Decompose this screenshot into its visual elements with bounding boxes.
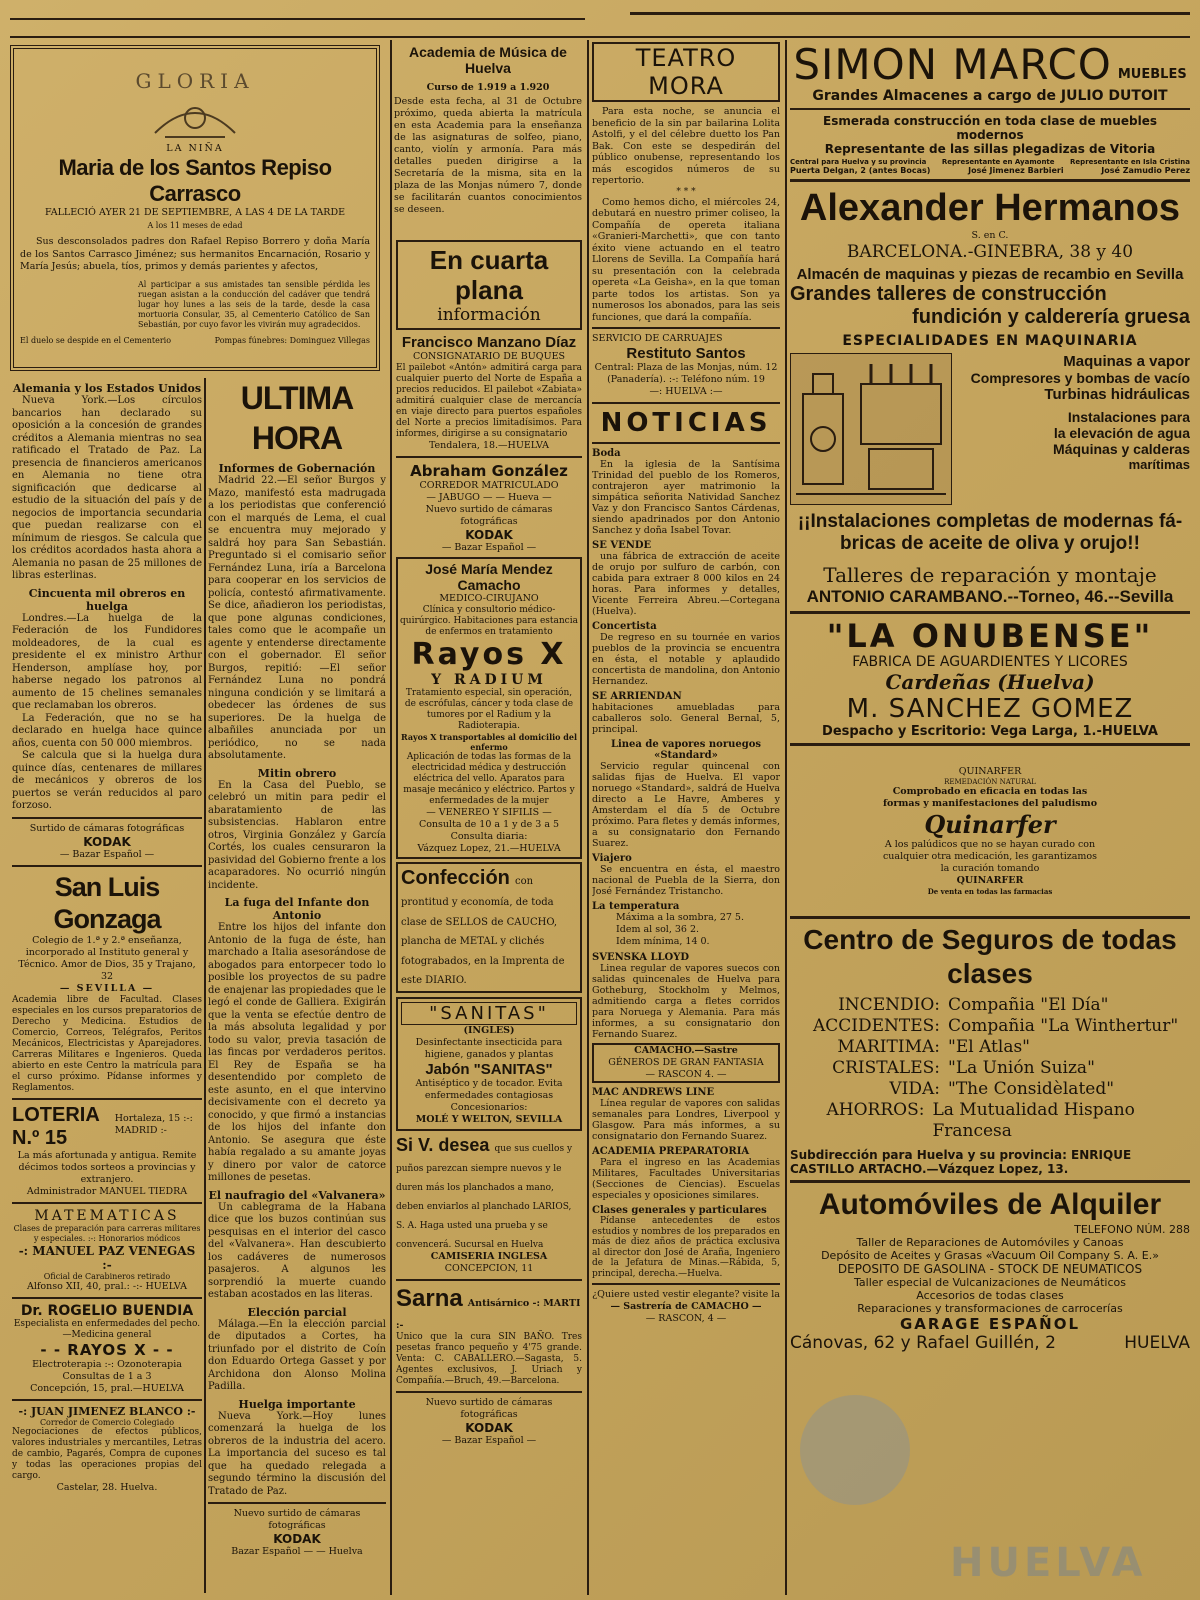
- kodak-ad-line1: Surtido de cámaras fotográficas: [29, 822, 185, 834]
- naufragio-heading: El naufragio del «Valvanera»: [208, 1188, 386, 1202]
- buendia-title: Dr. ROGELIO BUENDIA: [20, 1302, 194, 1319]
- simon-text-1: Esmerada construcción en toda clase de muebles modernos: [823, 114, 1157, 142]
- simon-addr-1: Central para Huelva y su provincia: [790, 158, 927, 166]
- simon-street: Puerta Delgan, 2 (antes Bocas): [790, 166, 931, 175]
- machinery-illustration: [790, 353, 952, 505]
- teatro-title: TEATRO MORA: [592, 42, 780, 102]
- gonzaga-title: San Luis Gonzaga: [53, 871, 161, 934]
- buendia-address: Concepción, 15, pral.—HUELVA: [30, 1382, 184, 1394]
- vapores-text: Servicio regular quincenal con salidas fijas de Huelva. El vapor noruego «Standard», saldrá de Huelva directo a Le Havre, Amberes y Amsterdam el día 5 de Octubre próximo. Para fletes y demás informes, a su consignatario don Fernando Suarez.: [592, 761, 780, 849]
- seguros-row-key: VIDA:: [889, 1079, 940, 1099]
- alex-taller: Talleres de reparación y montaje: [823, 563, 1157, 587]
- academia-course: Curso de 1.919 a 1.920: [426, 82, 550, 93]
- sarna-title: Sarna: [396, 1284, 463, 1312]
- auto-address: Cánovas, 62 y Rafael Guillén, 2: [790, 1333, 1056, 1353]
- rayos-diario: Consulta diaria:: [450, 831, 528, 842]
- kodak4-line1: Nuevo surtido de cámaras fotográficas: [425, 1396, 553, 1420]
- obituary-family: Sus desconsolados padres don Rafael Repiso Borrero y doña María de los Santos Carrasco Jiménez; sus hermanitos Encarnación, Rosario y María Jesús; abuela, tíos, primos y demás parientes y afectos,: [20, 236, 370, 272]
- seguros-row: [790, 1100, 1190, 1142]
- viajero-heading: Viajero: [592, 853, 632, 864]
- academia-title: Academia de Música de Huelva: [409, 44, 567, 76]
- naufragio-text: Un cablegrama de la Habana dice que los buzos continúan sus pesquisas en el interior del casco del «Valvanera». Han descubierto los cadáveres de numerosos pasajeros. A algunos les sorprendió la muerte cuando estaban acostados en las literas.: [208, 1201, 386, 1300]
- informes-text: Madrid 22.—El señor Burgos y Mazo, manifestó esta madrugada a los periodistas que conferenció con el marqués de Lema, el cual se encuentra muy mejorado y saldrá hoy para San Sebastián. Preguntado si el comisario señor Fernández Luna, iría a Barcelona para cooperar en los servicios de policía, contestó afirmativamente. Se dice, añadieron los periodistas, que pone algunas condiciones, tales como que le acompañe un agente y entenderse directamente con el gobernador. El señor Burgos, repitió: —El señor Fernández Luna no pondrá ninguna condición y se limitará a obedecer las órdenes de sus superiores. De la huelga de albañiles anunciada por un periódico, no se nada absolutamente.: [208, 475, 386, 761]
- carruajes-city: —: HUELVA :—: [649, 386, 723, 397]
- academia-text: Desde esta fecha, al 31 de Octubre próximo, queda abierta la matrícula en esta Academia para la enseñanza de las asignaturas de solfeo, piano, canto, violín y armonía. Para más detalles pueden dirigirse a la Secretaría de la misma, sita en la plaza de las Monjas número 7, donde se facilitarán cuantos conocimientos se deseen.: [394, 96, 582, 215]
- kodak-ad-line3: — Bazar Español —: [59, 848, 155, 860]
- vestir-address: — RASCON, 4 —: [645, 1313, 727, 1324]
- gonzaga-text: Colegio de 1.ª y 2.ª enseñanza, incorporado al Instituto general y Técnico. Amor de Dios, 35 y Trajano, 32: [18, 934, 196, 982]
- simon-addr-3: Representante en Isla Cristina: [1070, 158, 1190, 166]
- sanitas-text: Desinfectante insecticida para higiene, ganados y plantas: [415, 1036, 563, 1060]
- auto-line-1: Taller de Reparaciones de Automóviles y Canoas: [856, 1236, 1124, 1249]
- auto-tel: TELEFONO NÚM. 288: [1074, 1223, 1190, 1236]
- seguros-row: [790, 1079, 1190, 1100]
- obituary-cross-header: GLORIA: [135, 69, 255, 93]
- simon-rep-2: José Jimenez Barbieri: [968, 166, 1064, 175]
- sanitas-jabon: Jabón "SANITAS": [425, 1060, 553, 1078]
- alex-city: BARCELONA.-GINEBRA, 38 y 40: [846, 242, 1134, 262]
- alex-sub: S. en C.: [971, 230, 1009, 241]
- carruajes-text: Central: Plaza de las Monjas, núm. 12 (Panadería). :-: Teléfono núm. 19: [594, 362, 778, 385]
- alemania-text: Nueva York.—Los círculos bancarios han declarado su oposición a la concesión de grandes créditos a Alemania mientras no sea ratificado el Tratado de Paz. La presencia de financieros americanos en Alemania no tiene otra significación que dedicarse al estudio de la situación del país y de negocios de importancia secundaria que puedan realizarse con el mínimum de riesgos. Se calcula que los créditos acordados hasta ahora a Alemania no pasan de 25 millones de libras esterlinas.: [12, 395, 202, 581]
- huelga-heading: Huelga importante: [238, 1397, 356, 1411]
- simon-text-2: Representante de las sillas plegadizas de Vitoria: [824, 142, 1156, 156]
- alex-m1: Maquinas a vapor: [1063, 353, 1190, 370]
- concert-heading: Concertista: [592, 621, 657, 632]
- auto-line-5: Accesorios de todas clases: [916, 1289, 1064, 1302]
- kodak2-line1: Nuevo surtido de cámaras fotográficas: [233, 1508, 361, 1531]
- rayos-title: Rayos X: [411, 637, 567, 672]
- mac-text: Línea regular de vapores con salidas semanales para Londres, Liverpool y Glasgow. Para más informes, a su consignatario don Fernando Suarez.: [592, 1098, 780, 1142]
- buendia-text: Especialista en enfermedades del pecho.—Medicina general: [13, 1318, 201, 1340]
- obreros-text-2: La Federación, que no se ha declarado en huelga hace quince años, cuenta con 50 000 miembros.: [12, 712, 202, 749]
- sanitas-sub: (INGLES): [463, 1024, 515, 1036]
- alex-m5: la elevación de agua: [1053, 425, 1190, 441]
- library-stamp: [800, 1395, 910, 1505]
- column-5: [790, 42, 1190, 1597]
- rayos-text: Tratamiento especial, sin operación, de escrófulas, cáncer y toda clase de tumores por el Radium y la Radioterapia.: [404, 688, 574, 731]
- quinarfer-ad: [880, 766, 1100, 896]
- gonzaga-city: — SEVILLA —: [59, 982, 155, 994]
- onubense-place: Cardeñas (Huelva): [885, 670, 1095, 694]
- alex-carambano: ANTONIO CARAMBANO.--Torneo, 46.--Sevilla: [806, 587, 1174, 606]
- column-1: [12, 378, 202, 1598]
- rayos-text-3: Aplicación de todas las formas de la electricidad médica y destrucción eléctrica del vello. Aparatos para masaje mecánico y eléctrico. Partos y enfermedades de la mujer: [403, 752, 575, 806]
- alex-m4: Instalaciones para: [1067, 409, 1190, 425]
- simon-sub: Grandes Almacenes a cargo de JULIO DUTOIT: [812, 88, 1168, 104]
- obituary-footer-right: Pompas fúnebres: Dominguez Villegas: [214, 335, 370, 345]
- seguros-row: [790, 995, 1190, 1016]
- gonzaga-text-2: Academia libre de Facultad. Clases especiales en los cursos preparatorios de Derecho y Medicina. Estudios de Comercio, Correos, Telégrafos, Peritos Mecánicos, Electricistas y Aparejadores. Carreras Militares e Ingenieros. Queda abierto en este Centro la matrícula para el curso próximo. Pídanse informes y Reglamentos.: [12, 994, 202, 1093]
- boda-text: En la iglesia de la Santísima Trinidad del pueblo de los Romeros, contrajeron ayer matrimonio la simpática señorita Natividad Sanchez Vaz y don Francisco Santos Cárdenas, siendo apadrinados por don Antonio Sanchez y doña Isabel Tovar.: [592, 459, 780, 536]
- alex-title: Alexander Hermanos: [799, 187, 1181, 229]
- eleccion-heading: Elección parcial: [247, 1305, 347, 1319]
- buendia-rayos: - - RAYOS X - -: [40, 1340, 174, 1359]
- abraham-sub: CORREDOR MATRICULADO: [419, 480, 559, 491]
- seguros-title: Centro de Seguros de todas clases: [803, 924, 1177, 989]
- sivd-shop: CAMISERIA INGLESA: [430, 1250, 548, 1262]
- sivd-address: CONCEPCION, 11: [444, 1262, 534, 1274]
- fuga-text: Entre los hijos del infante don Antonio de la fuga de éste, han marchado a Italia asesorándose de abogados para entorpecer todo lo posible los proyectos de su padre de enajenar las propiedades que le legó el conde de Galliera. Exigirán que la venta se efectúe dentro de la más absoluta legalidad y por todo su valor, previa tasación de las fincas por verdaderos peritos. El Rey de España se ha desentendido por completo de este asunto, en el que intervino decisivamente con el decreto ya conocido, y que firmó a instancias de los hijos del infante don Antonio. Se asegura que éste había regalado a su amante joyas y dinero por valor de catorce millones de pesetas.: [208, 922, 386, 1183]
- simon-rep-3: José Zamudio Perez: [1101, 166, 1190, 175]
- rayos-sub: Y RADIUM: [431, 672, 547, 688]
- buendia-electro: Electroterapia :-: Ozonoterapia: [32, 1358, 182, 1370]
- quinarfer-text-1: Comprobado en eficacia en todas las formas y manifestaciones del paludismo: [882, 786, 1098, 809]
- alex-m7: marítimas: [1128, 457, 1190, 472]
- rayos-hours: Consulta de 10 a 1 y de 3 a 5: [418, 819, 560, 830]
- col-sep-2: [587, 40, 589, 1595]
- column-3: [396, 240, 582, 1595]
- simon-addr-2: Representante en Ayamonte: [941, 158, 1055, 166]
- manzano-sub: CONSIGNATARIO DE BUQUES: [412, 351, 566, 362]
- matematicas-sub: Oficial de Carabineros retirado: [43, 1271, 171, 1281]
- eleccion-text: Málaga.—En la elección parcial de diputados a Cortes, ha triunfado por el distrito de Coín don Eduardo Ortega Gasset y por Archidona don Alonso Molina Padilla.: [208, 1318, 386, 1392]
- kodak4-brand: KODAK: [465, 1420, 513, 1435]
- seguros-row-value: Compañia "La Winthertur": [948, 1016, 1179, 1036]
- header-rule: [10, 36, 1190, 38]
- quinarfer-sale: De venta en todas las farmacias: [927, 887, 1053, 896]
- jimenez-text: Negociaciones de efectos públicos, valores industriales y mercantiles, Letras de cambio, Pagarés, Compra de cupones y todas las operaciones propias del cargo.: [12, 1426, 202, 1481]
- sanitas-conc: Concesionarios:: [450, 1101, 528, 1113]
- carruajes-title: SERVICIO DE CARRUAJES: [592, 333, 723, 344]
- simon-title: SIMON MARCO: [793, 42, 1112, 89]
- obreros-heading: Cincuenta mil obreros en huelga: [28, 586, 186, 613]
- col-sep-3: [785, 40, 787, 1595]
- obreros-text-3: Se calcula que si la huelga dura quince días, centenares de millares de mecánicos y obreros de los puertos se verán reducidos al paro forzoso.: [12, 750, 202, 811]
- alex-m2: Compresores y bombas de vacío: [970, 370, 1190, 386]
- manzano-address: Tendalera, 18.—HUELVA: [428, 440, 550, 451]
- camacho-address: — RASCON 4. —: [645, 1069, 727, 1080]
- sivd-title: Si V. desea: [396, 1134, 490, 1155]
- column-4: TEATRO MORA Para esta noche, se anuncia el beneficio de la sin par bailarina Lolita Astolfi, y el del célebre duetto los Pan Bak. Con este se despedirán del público onubense, representando los más escogidos números de su repertorio. * * * Como hemos dicho, el miércoles 24, debutará en nuestro primer coliseo, la Compañía de opereta italiana «Granieri-Marchetti», que con tanto éxito viene actuando en el teatro Llorens de Sevilla. La Compañía hará su presentación con la celebrada opereta «La Geisha», en la que toman parte todos los artistas. Son ya numerosos los abonados, para las seis funciones, que dará la compañía. SERVICIO DE CARRUAJES Restituto Santos Central: Plaza de las Monjas, núm. 12 (Panadería). :-: Teléfono núm. 19 —: HUELVA :— NOTICIAS Boda En la iglesia de la Santísima Trinidad del pueblo de los Romeros, contrajeron ayer matrimonio la simpática señorita Natividad Sanchez Vaz y don Francisco Santos Cárdenas, siendo apadrinados por don Antonio Sanchez y doña Isabel Tovar. SE VENDE una fábrica de extracción de aceite de orujo por sulfuro de carbón, con cabida para extraer 8 000 kilos en 24 horas. Para informes y detalles, Vicente Ferreira Abreu.—Cortegana (Huelva). Concertista De regreso en su tournée en varios pueblos de la provincia se encuentra en ésta, el notable y aplaudido concertista de mandolina, don Antonio Hernandez. SE ARRIENDAN habitaciones amuebladas para caballeros solo. General Bernal, 5, principal. Linea de vapores noruegos «Standard» Servicio regular quincenal con salidas fijas de Huelva. El vapor noruego «Standard», saldrá de Huelva directo a Le Havre, Amberes y Amsterdam el día 5 de Octubre próximo. Para fletes y demás informes, a su consignatario don Fernando Suarez. Viajero Se encuentra en ésta, el maestro nacional de Puebla de la Sierra, don José Fernández Tristancho. La temperatura Máxima a la sombra, 27 5. Idem al sol, 36 2. Idem mínima, 14 0. SVENSKA LLOYD Linea regular de vapores suecos con salidas quincenales de Huelva para Gotheburg, Stockholm y Melmos, admitiendo carga a fletes corridos para Noruega y Alemania. Para más informes, a su consignatario don Fernando Suarez. CAMACHO.—Sastre GÉNEROS DE GRAN FANTASIA — RASCON 4. — MAC ANDREWS LINE Línea regular de vapores con salidas semanales para Londres, Liverpool y Glasgow. Para más informes, a su consignatario don Fernando Suarez. ACADEMIA PREPARATORIA Para el ingreso en las Academias Militares, Facultades Universitarias (Secciones de Ciencias). Escuelas especiales y oposiciones similares. Clases generales y particulares Pídanse antecedentes de estos estudios y nombres de los preparados en más de diez años de práctica exclusiva al director don José de Araña, Ingeniero de la Jefatura de Minas.—Rábida, 5, principal, derecha.—Huelva. ¿Quiere usted vestir elegante? visite la — Sastrería de CAMACHO — — RASCON, 4 —: [592, 44, 780, 1324]
- mitin-heading: Mitin obrero: [257, 766, 337, 780]
- lloyd-text: Linea regular de vapores suecos con salidas quincenales de Huelva para Gotheburg, Stockholm y Melmos, admitiendo carga a fletes corridos para Noruega y Alemania. Para más informes, a su consignatario don Fernando Suarez.: [592, 963, 780, 1040]
- arriendan-heading: SE ARRIENDAN: [592, 691, 682, 702]
- carruajes-name: Restituto Santos: [626, 345, 746, 362]
- quinarfer-bottom: QUINARFER: [956, 875, 1024, 886]
- alex-inst-1: ¡¡Instalaciones completas de modernas fá-: [797, 511, 1183, 532]
- concert-text: De regreso en su tournée en varios pueblos de la provincia se encuentra en ésta, el notable y aplaudido concertista de mandolina, don Antonio Hernandez.: [592, 632, 780, 687]
- kodak4-line3: — Bazar Español —: [441, 1434, 537, 1446]
- abraham-city: — JABUGO — — Hueva —: [426, 492, 552, 503]
- col-sep-1: [390, 40, 392, 1595]
- clases-heading: Clases generales y particulares: [592, 1205, 767, 1216]
- obituary-footer-left: El duelo se despide en el Cementerio: [20, 335, 172, 345]
- matematicas-title: MATEMATICAS: [34, 1207, 180, 1224]
- vestir-shop: — Sastrería de CAMACHO —: [610, 1301, 762, 1312]
- library-stamp-text: HUELVA: [950, 1540, 1147, 1586]
- alex-m3: Turbinas hidráulicas: [1044, 386, 1190, 403]
- matematicas-name: -: MANUEL PAZ VENEGAS :-: [18, 1243, 196, 1272]
- camacho-title: CAMACHO.—Sastre: [634, 1045, 738, 1056]
- seguros-row-value: Compañia "El Día": [948, 995, 1109, 1015]
- mendez-sub: MEDICO-CIRUJANO: [439, 593, 539, 604]
- loteria-admin: Administrador MANUEL TIEDRA: [26, 1185, 188, 1197]
- mendez-name: José María Mendez Camacho: [425, 561, 553, 593]
- obituary-subtitle: LA NIÑA: [166, 143, 224, 154]
- obituary-age: A los 11 meses de edad: [147, 221, 243, 230]
- kodak3-line3: — Bazar Español —: [441, 542, 537, 553]
- teatro-text: Para esta noche, se anuncia el beneficio de la sin par bailarina Lolita Astolfi, y el del célebre duetto los Pan Bak. Con este se despedirán del público onubense, representando los más escogidos números de su repertorio.: [592, 106, 780, 186]
- fuga-heading: La fuga del Infante don Antonio: [224, 896, 370, 922]
- top-rule-left: [10, 18, 585, 20]
- kodak2-brand: KODAK: [273, 1532, 321, 1546]
- clases-text: Pídanse antecedentes de estos estudios y nombres de los preparados en más de diez años de práctica exclusiva al director don José de Araña, Ingeniero de la Jefatura de Minas.—Rábida, 5, principal, derecha.—Huelva.: [592, 1216, 780, 1279]
- obituary-box: [10, 45, 380, 371]
- auto-garage: GARAGE ESPAÑOL: [900, 1315, 1080, 1333]
- quinarfer-text-2: A los palúdicos que no se hayan curado con cualquier otra medicación, les garantizamos la curación tomando: [882, 839, 1098, 874]
- auto-title: Automóviles de Alquiler: [818, 1188, 1162, 1221]
- cuarta-title: En cuarta plana: [429, 245, 549, 305]
- ultima-hora-title: ULTIMA HORA: [240, 380, 354, 456]
- quinarfer-brand: Quinarfer: [924, 810, 1056, 839]
- simon-tag: MUEBLES: [1117, 67, 1187, 82]
- seguros-list: [790, 995, 1190, 1142]
- vestir-text: ¿Quiere usted vestir elegante? visite la: [592, 1289, 780, 1300]
- matematicas-addr: Alfonso XII, 40, pral.: -:- HUELVA: [27, 1280, 187, 1292]
- onubense-sub: FABRICA DE AGUARDIENTES Y LICORES: [852, 654, 1128, 670]
- onubense-name: M. SANCHEZ GOMEZ: [846, 694, 1134, 724]
- jimenez-address: Castelar, 28. Huelva.: [56, 1481, 158, 1493]
- top-rule-right: [630, 12, 1190, 15]
- temp-max-sombra: Máxima a la sombra, 27 5.: [616, 912, 744, 923]
- seguros-row-key: AHORROS:: [826, 1100, 925, 1120]
- jimenez-sub: Corredor de Comercio Colegiado: [39, 1417, 175, 1427]
- temp-heading: La temperatura: [592, 901, 680, 912]
- obituary-death: FALLECIÓ AYER 21 DE SEPTIEMBRE, A LAS 4 DE LA TARDE: [44, 207, 346, 218]
- alex-inst-2: bricas de aceite de oliva y orujo!!: [840, 533, 1140, 554]
- sanitas-dist: MOLÉ Y WELTON, SEVILLA: [415, 1113, 563, 1125]
- vende-heading: SE VENDE: [592, 540, 652, 551]
- seguros-row-key: CRISTALES:: [832, 1058, 940, 1078]
- kodak2-line3: Bazar Español — — Huelva: [231, 1546, 363, 1557]
- col-sep-1b: [204, 378, 206, 1593]
- auto-line-6: Reparaciones y transformaciones de carrocerías: [857, 1302, 1123, 1315]
- temp-max-sol: Idem al sol, 36 2.: [616, 924, 700, 935]
- seguros-row-key: MARITIMA:: [837, 1037, 940, 1057]
- onubense-address: Despacho y Escritorio: Vega Larga, 1.-HUELVA: [822, 724, 1158, 739]
- quinarfer-sub: REMEDACIÓN NATURAL: [944, 778, 1036, 786]
- alex-especialidades: ESPECIALIDADES EN MAQUINARIA: [842, 333, 1138, 349]
- obituary-name: Maria de los Santos Repiso Carrasco: [58, 155, 332, 206]
- confeccion-text: con prontitud y economía, de toda clase de SELLOS de CAUCHO, plancha de METAL y clichés fotograbados, en la Imprenta de este DIARIO.: [401, 876, 565, 986]
- sivd-text: que sus cuellos y puños parezcan siempre nuevos y le duren más los planchados a mano, deben enviarlos al planchado LARIOS, S. A. Haga usted una prueba y se convencerá. Sucursal en Huelva: [396, 1143, 573, 1250]
- manzano-name: Francisco Manzano Díaz: [401, 334, 577, 351]
- seguros-row: [790, 1058, 1190, 1079]
- loteria-text: La más afortunada y antigua. Remite décimos todos sorteos a provincias y extranjero.: [17, 1149, 197, 1185]
- sarna-sub: Antisárnico -: MARTI :-: [396, 1297, 581, 1331]
- teatro-text-2: Como hemos dicho, el miércoles 24, debutará en nuestro primer coliseo, la Compañía de opereta italiana «Granieri-Marchetti», que con tanto éxito viene actuando en el teatro Llorens de Sevilla. La Compañía hará su presentación con la celebrada opereta «La Geisha», en la que toman parte todos los artistas. Son ya numerosos los abonados, para las seis funciones, que dará la compañía.: [592, 196, 780, 323]
- sanitas-title: "SANITAS": [401, 1002, 577, 1025]
- obreros-text-1: Londres.—La huelga de la Federación de los Fundidores moldeadores, de la cual es presidente el ex ministro Arthur Henderson, amplíase hoy, por haberse negado los patronos al aumento de 15 chelines semanales que reclamaban los obreros.: [12, 612, 202, 711]
- sarna-text: Unico que la cura SIN BAÑO. Tres pesetas franco pequeño y 4'75 grande. Venta: C. CABALLERO.—Sagasta, 5. Agentes exclusivos, J. Uriach y Compañía.—Bruch, 49.—Barcelona.: [396, 1331, 582, 1386]
- seguros-row: [790, 1037, 1190, 1058]
- kodak3-brand: KODAK: [465, 528, 513, 542]
- seguros-row-value: "The Considèlated": [948, 1079, 1115, 1099]
- quinarfer-top: QUINARFER: [958, 766, 1022, 777]
- cuarta-sub: información: [437, 305, 541, 325]
- noticias-title: NOTICIAS: [600, 408, 772, 438]
- seguros-row-value: "La Unión Suiza": [948, 1058, 1095, 1078]
- loteria-address: Hortaleza, 15 :-: MADRID :-: [114, 1112, 193, 1136]
- mitin-text: En la Casa del Pueblo, se celebró un mitin para pedir el abaratamiento de las subsistencias. Hablaron entre otros, Virginia González y García Cortés, los cuales censuraron la pasividad del Gobierno frente a los acaparadores. No ocurrió ningún incidente.: [208, 779, 386, 891]
- seguros-footer: Subdirección para Huelva y su provincia: ENRIQUE CASTILLO ARTACHO.—Vázquez Lopez, 13.: [790, 1148, 1132, 1176]
- loteria-title: LOTERIA N.º 15: [12, 1103, 100, 1149]
- lloyd-heading: SVENSKA LLOYD: [592, 952, 690, 963]
- kodak3-line1: Nuevo surtido de cámaras fotográficas: [425, 504, 553, 527]
- matematicas-text: Clases de preparación para carreras militares y especiales. :-: Honorarios módicos: [13, 1223, 201, 1243]
- alex-m6: Máquinas y calderas: [1053, 441, 1190, 457]
- seguros-row-value: La Mutualidad Hispano Francesa: [932, 1100, 1135, 1141]
- auto-line-4: Taller especial de Vulcanizaciones de Neumáticos: [854, 1276, 1126, 1289]
- seguros-row: [790, 1016, 1190, 1037]
- confeccion-title: Confección: [401, 867, 510, 889]
- auto-city: HUELVA: [1124, 1333, 1190, 1353]
- onubense-title: "LA ONUBENSE": [826, 617, 1154, 655]
- vapores-heading: Linea de vapores noruegos «Standard»: [610, 739, 762, 761]
- rayos-text-2: Rayos X transportables al domicilio del enfermo: [400, 732, 577, 752]
- jimenez-title: -: JUAN JIMENEZ BLANCO :-: [18, 1404, 196, 1418]
- seguros-row-value: "El Atlas": [948, 1037, 1030, 1057]
- vende-text: una fábrica de extracción de aceite de orujo por sulfuro de carbón, con cabida para extraer 8 000 kilos en 24 horas. Para informes y detalles, Vicente Ferreira Abreu.—Cortegana (Huelva).: [592, 551, 780, 617]
- alex-line-1: Almacén de maquinas y piezas de recambio en Sevilla: [796, 266, 1184, 283]
- alex-line-2: Grandes talleres de construcción: [790, 283, 1107, 305]
- auto-line-3: DEPOSITO DE GASOLINA - STOCK DE NEUMATICOS: [837, 1262, 1143, 1276]
- viajero-text: Se encuentra en ésta, el maestro nacional de Puebla de la Sierra, don José Fernández Tristancho.: [592, 864, 780, 897]
- mendez-text: Clínica y consultorio médico-quirúrgico. Habitaciones para estancia de enfermos en tratamiento: [400, 605, 578, 637]
- seguros-row-key: INCENDIO:: [838, 995, 940, 1015]
- alex-line-3: fundición y calderería gruesa: [912, 306, 1190, 328]
- sanitas-text-2: Antiséptico y de tocador. Evita enfermedades contagiosas: [415, 1077, 563, 1101]
- prep-heading: ACADEMIA PREPARATORIA: [592, 1146, 750, 1157]
- obituary-request: Al participar a sus amistades tan sensible pérdida les ruegan asistan a la conducción del cadáver que tendrá lugar hoy lunes a las seis de la tarde, desde la casa mortuoria Consular, 35, al Cementerio Católico de San Sebastián, por cuyo favor les vivirán muy agradecidos.: [138, 279, 370, 329]
- seguros-row-key: ACCIDENTES:: [812, 1016, 940, 1036]
- alemania-heading: Alemania y los Estados Unidos: [12, 382, 202, 395]
- camacho-sub: GÉNEROS DE GRAN FANTASIA: [608, 1057, 764, 1068]
- arriendan-text: habitaciones amuebladas para caballeros solo. General Bernal, 5, principal.: [592, 702, 780, 735]
- rayos-venereo: — VENEREO Y SIFILIS —: [426, 807, 552, 818]
- column-2: [208, 378, 386, 1598]
- informes-heading: Informes de Gobernación: [218, 462, 376, 475]
- abraham-name: Abraham González: [410, 462, 568, 480]
- temp-min: Idem mínima, 14 0.: [616, 936, 710, 947]
- auto-line-2: Depósito de Aceites y Grasas «Vacuum Oil Company S. A. E.»: [821, 1249, 1159, 1262]
- mac-heading: MAC ANDREWS LINE: [592, 1087, 715, 1098]
- obituary-emblem: [20, 93, 370, 143]
- manzano-text: El pailebot «Antón» admitirá carga para cualquier puerto del Norte de España a precios reducidos. El pailebot «Zabiata» admitirá cualquier clase de mercancía en viaje directo para puertos españoles del Norte a precios limitadísimos. Para informes, dirigirse a su consignatario: [396, 363, 582, 439]
- kodak-ad-brand: KODAK: [83, 834, 131, 849]
- boda-heading: Boda: [592, 448, 621, 459]
- prep-text: Para el ingreso en las Academias Militares, Facultades Universitarias (Secciones de Ciencias). Escuelas especiales y oposiciones similares.: [592, 1157, 780, 1201]
- huelga-text: Nueva York.—Hoy lunes comenzará la huelga de los obreros de la industria del acero. La importancia del suceso es tal que ha quedado relegada a segundo término la discusión del Tratado de Paz.: [208, 1410, 386, 1497]
- rayos-address: Vázquez Lopez, 21.—HUELVA: [417, 843, 561, 854]
- academia-box: [394, 44, 582, 234]
- buendia-hours: Consultas de 1 a 3: [62, 1370, 152, 1382]
